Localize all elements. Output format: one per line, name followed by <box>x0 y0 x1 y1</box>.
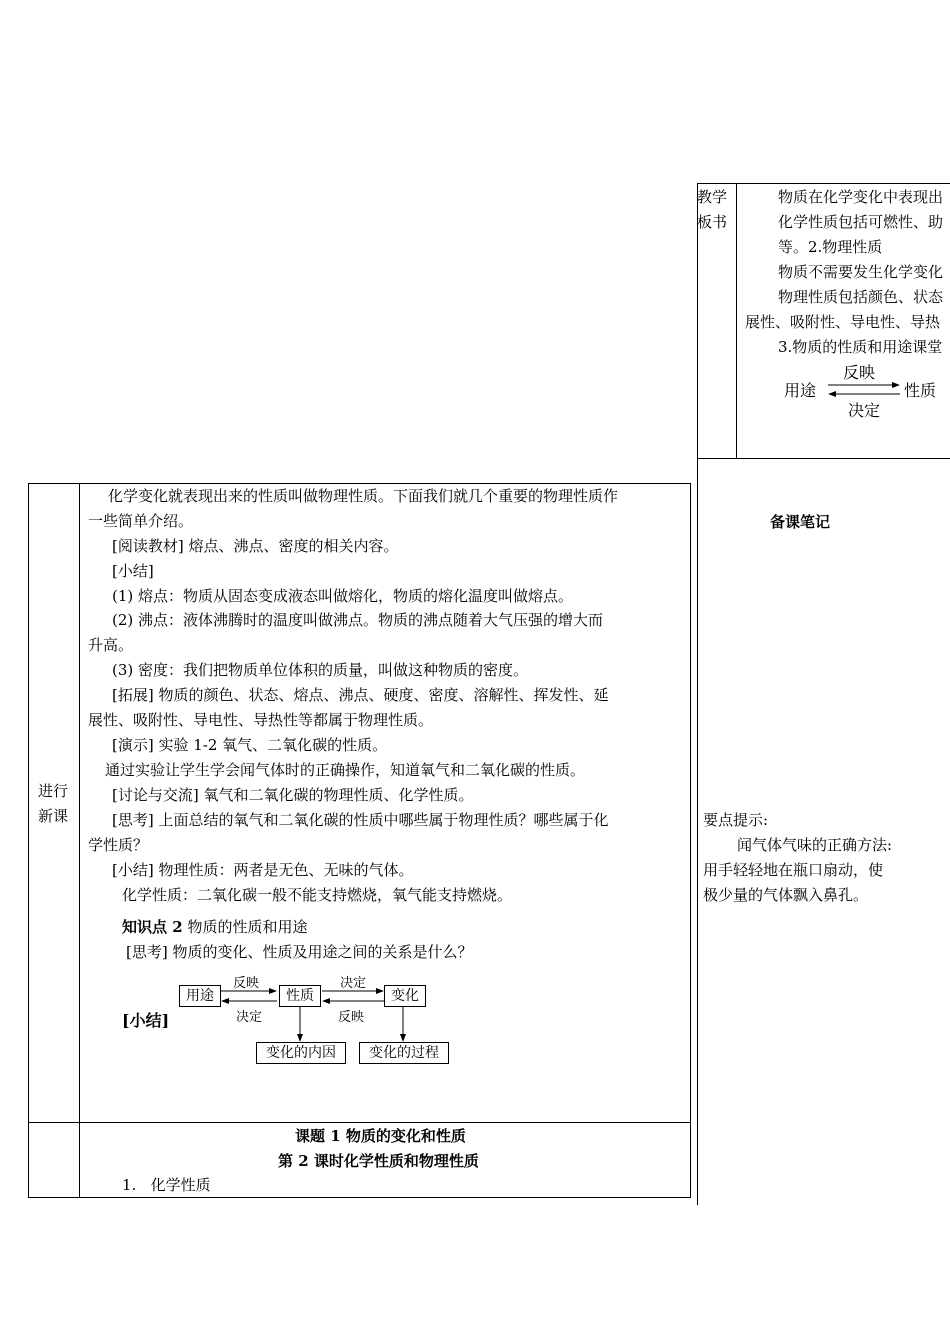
lesson-title: 第 2 课时化学性质和物理性质 <box>278 1152 479 1170</box>
board-label-2: 板书 <box>697 213 728 231</box>
board-line: 化学性质包括可燃性、助 <box>778 213 944 231</box>
board-line: 展性、吸附性、导电性、导热 <box>745 313 941 331</box>
lesson-line: [小结] <box>112 562 154 580</box>
lesson-line: [小结] 物理性质：两者是无色、无味的气体。 <box>112 861 414 879</box>
section-label-2: 新课 <box>38 807 69 825</box>
hint-line: 闻气体气味的正确方法: <box>737 836 893 854</box>
list-item <box>122 1173 211 1197</box>
hint-title: 要点提示: <box>703 811 769 829</box>
hint-line: 极少量的气体飘入鼻孔。 <box>703 886 869 904</box>
lesson-line: 通过实验让学生学会闻气体时的正确操作，知道氧气和二氧化碳的性质。 <box>105 761 586 779</box>
diagram-summary-label: [小结] <box>122 1011 170 1030</box>
board-diagram-right-label: 性质 <box>904 381 937 400</box>
lesson-line: (2) 沸点：液体沸腾时的温度叫做沸点。物质的沸点随着大气压强的增大而 <box>112 611 604 629</box>
relationship-diagram <box>120 970 460 1070</box>
lesson-line: (3) 密度：我们把物质单位体积的质量，叫做这种物质的密度。 <box>112 661 529 679</box>
lesson-line: [阅读教材] 熔点、沸点、密度的相关内容。 <box>112 537 399 555</box>
section-label-1: 进行 <box>38 782 69 800</box>
board-label-1: 教学 <box>697 188 728 206</box>
knowledge-point-number: 知识点 2 <box>122 918 183 936</box>
lesson-line: 化学性质：二氧化碳一般不能支持燃烧，氧气能支持燃烧。 <box>122 886 513 904</box>
knowledge-point-title: 物质的性质和用途 <box>182 918 308 936</box>
topic-title: 课题 1 物质的变化和性质 <box>295 1127 466 1145</box>
label-decide-1: 决定 <box>236 1010 263 1025</box>
notes-column-divider <box>697 459 698 1205</box>
lesson-line: [演示] 实验 1-2 氧气、二氧化碳的性质。 <box>112 736 388 754</box>
box-process: 变化的过程 <box>359 1042 449 1064</box>
lesson-line: 化学变化就表现出来的性质叫做物理性质。下面我们就几个重要的物理性质作 <box>108 487 619 505</box>
label-reflect-2: 反映 <box>338 1010 365 1025</box>
think-question: [思考] 物质的变化、性质及用途之间的关系是什么？ <box>126 943 473 961</box>
label-decide-2: 决定 <box>340 976 367 991</box>
lesson-line: [拓展] 物质的颜色、状态、熔点、沸点、硬度、密度、溶解性、挥发性、延 <box>112 686 609 704</box>
lesson-line: 学性质？ <box>88 836 149 854</box>
knowledge-point-heading <box>122 915 307 939</box>
box-property: 性质 <box>279 985 321 1007</box>
lesson-line: [思考] 上面总结的氧气和二氧化碳的性质中哪些属于物理性质？哪些属于化 <box>112 811 609 829</box>
board-diagram-arrows <box>826 380 902 400</box>
board-line: 3.物质的性质和用途课堂 <box>778 338 943 356</box>
lesson-line: [讨论与交流] 氧气和二氧化碳的物理性质、化学性质。 <box>112 786 474 804</box>
lesson-line: (1) 熔点：物质从固态变成液态叫做熔化，物质的熔化温度叫做熔点。 <box>112 587 574 605</box>
hint-line: 用手轻轻地在瓶口扇动，使 <box>703 861 884 879</box>
list-item-number: 1. <box>122 1176 137 1194</box>
board-line: 等。2.物理性质 <box>778 238 883 256</box>
board-line: 物质在化学变化中表现出 <box>778 188 944 206</box>
box-inner-cause: 变化的内因 <box>256 1042 346 1064</box>
list-item-text: 化学性质 <box>150 1176 211 1194</box>
board-line: 物质不需要发生化学变化 <box>778 263 944 281</box>
box-change: 变化 <box>384 985 426 1007</box>
lesson-line: 展性、吸附性、导电性、导热性等都属于物理性质。 <box>88 711 434 729</box>
board-diagram <box>780 360 950 420</box>
board-line: 物理性质包括颜色、状态 <box>778 288 944 306</box>
board-diagram-top-label: 反映 <box>843 363 876 382</box>
board-diagram-bottom-label: 决定 <box>848 401 881 420</box>
label-reflect-1: 反映 <box>233 976 260 991</box>
box-use: 用途 <box>179 985 221 1007</box>
notes-title: 备课笔记 <box>770 513 831 531</box>
lesson-line: 升高。 <box>88 636 134 654</box>
board-diagram-left-label: 用途 <box>784 381 817 400</box>
lesson-line: 一些简单介绍。 <box>88 512 194 530</box>
